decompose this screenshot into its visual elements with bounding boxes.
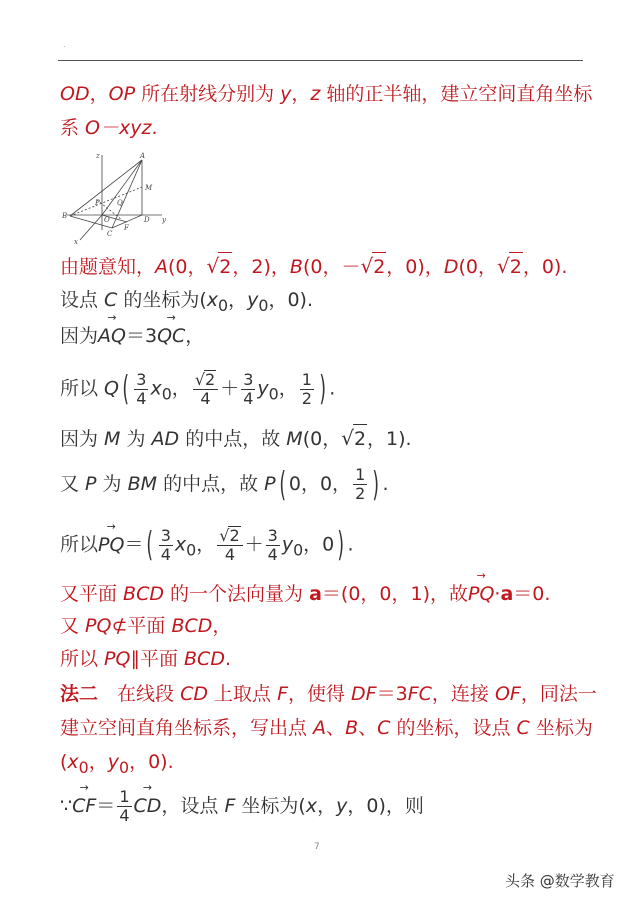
- text: .: [329, 377, 336, 400]
- geometry-figure: [62, 150, 172, 245]
- figure-label-C: C: [107, 230, 113, 238]
- text: 2: [372, 252, 386, 281]
- text: ∥平面: [130, 648, 185, 670]
- text-line-1: [60, 80, 592, 108]
- text-line-8: [60, 466, 389, 503]
- text: ，: [88, 751, 108, 773]
- fraction: [134, 371, 148, 408]
- text: A: [155, 256, 169, 278]
- radical-sign: √: [194, 370, 206, 389]
- bracket: (: [122, 369, 129, 409]
- vector: → CF: [72, 792, 96, 820]
- text-line-2: [60, 114, 158, 142]
- text: 的中点，故: [179, 428, 287, 450]
- text: 、: [326, 717, 346, 739]
- text: ⊄平面: [111, 615, 172, 637]
- figure-label-Q: Q: [117, 199, 123, 207]
- text: 因为: [60, 325, 99, 347]
- text: ，连接: [431, 683, 495, 705]
- vector: → PQ: [98, 531, 124, 559]
- text: 0: [161, 384, 172, 404]
- text: 轴的正半轴，建立空间直角坐标: [320, 83, 593, 105]
- text-line-10: [60, 580, 550, 608]
- text: ，0).: [129, 751, 174, 773]
- radical-sign: √: [496, 254, 510, 278]
- text: 2: [355, 484, 366, 503]
- text: x: [67, 751, 79, 773]
- text: 2: [301, 388, 312, 408]
- text: 的一个法向量为: [163, 583, 310, 605]
- text: .: [224, 648, 231, 670]
- text: ＋: [244, 533, 264, 556]
- text: A: [313, 717, 327, 739]
- figure-label-M: M: [145, 184, 153, 192]
- text: x: [150, 377, 162, 400]
- text: PQ: [85, 615, 112, 637]
- text: ＝: [124, 533, 144, 556]
- figure-label-z: z: [96, 152, 100, 160]
- text: 由题意知，: [60, 256, 156, 278]
- text: 为: [120, 428, 152, 450]
- fraction: [193, 370, 218, 408]
- text: 0: [293, 540, 304, 560]
- text: ，2)，: [232, 256, 290, 278]
- text: 1: [119, 787, 130, 806]
- text: PQ: [104, 648, 131, 670]
- text: D: [443, 256, 459, 278]
- figure-label-F: F: [124, 224, 129, 232]
- text: ，设点: [161, 795, 225, 817]
- fraction: [300, 371, 314, 408]
- text: 在线段: [98, 683, 181, 705]
- text: B: [289, 256, 303, 278]
- text: BCD: [123, 583, 164, 605]
- text: 4: [160, 544, 171, 564]
- text: F: [224, 795, 236, 817]
- text: 3: [136, 369, 147, 389]
- text: 所在射线分别为: [135, 83, 281, 105]
- text: 3: [160, 525, 171, 545]
- text: 0: [78, 757, 89, 777]
- figure-label-P: P: [95, 199, 100, 207]
- text: ，: [185, 325, 205, 347]
- text: OP: [108, 83, 136, 105]
- text: a: [500, 583, 514, 605]
- text: CD: [180, 683, 208, 705]
- text: OD: [60, 83, 90, 105]
- text: 因为: [60, 428, 105, 450]
- text-line-7: [60, 424, 412, 453]
- text: 坐标为(: [235, 795, 306, 817]
- text: DF: [351, 683, 377, 705]
- text: 3: [243, 369, 254, 389]
- text: ，使得: [288, 683, 352, 705]
- text: ＝(0，0，1)，故: [321, 583, 468, 605]
- bracket: (: [278, 464, 286, 505]
- text: 、: [358, 717, 378, 739]
- text: P: [85, 473, 97, 495]
- fraction: [353, 466, 367, 503]
- vector: → QC: [157, 322, 185, 350]
- text: ，: [196, 533, 216, 556]
- text-line-16: [60, 788, 424, 825]
- radical-sign: √: [360, 254, 374, 278]
- text: y: [247, 289, 259, 311]
- text: 4: [267, 544, 278, 564]
- text: 1: [301, 369, 312, 389]
- text: ＝3: [125, 325, 158, 347]
- bracket: (: [146, 525, 154, 565]
- text: C: [377, 717, 391, 739]
- text: ，: [212, 615, 232, 637]
- text: ，0).: [268, 289, 313, 311]
- text: ，: [278, 377, 298, 400]
- text: 3: [267, 525, 278, 545]
- text: 又: [60, 615, 86, 637]
- text: ＝3: [376, 683, 408, 705]
- vector: → PQ: [468, 580, 494, 608]
- text: x: [174, 533, 187, 556]
- text: 坐标为: [529, 717, 593, 739]
- text: B: [345, 717, 359, 739]
- text-line-9: [60, 526, 354, 564]
- text: 0: [186, 540, 197, 560]
- text: ∵: [60, 795, 73, 817]
- text: O－xyz: [85, 117, 152, 139]
- text-line-6: [60, 370, 335, 408]
- fraction: [117, 788, 131, 825]
- text: AD: [151, 428, 180, 450]
- text: x: [305, 795, 318, 817]
- text: 2: [218, 252, 232, 281]
- text: 4: [200, 389, 211, 408]
- text: 所以: [60, 377, 105, 400]
- text: ，0)，: [386, 256, 444, 278]
- text: y: [280, 83, 292, 105]
- fraction: [159, 527, 173, 564]
- bracket: ): [319, 369, 326, 409]
- text: ，: [291, 83, 311, 105]
- text: 所以: [60, 533, 99, 556]
- text: y: [257, 377, 269, 400]
- text: 0: [119, 757, 130, 777]
- text-line-13: [60, 680, 597, 708]
- text: ，0)，则: [347, 795, 424, 817]
- text: 4: [224, 545, 236, 564]
- text: 设点: [60, 289, 105, 311]
- text: P: [264, 473, 276, 495]
- text: ，0).: [522, 256, 568, 278]
- text-line-5: [60, 322, 204, 350]
- watermark: 头条 @数学教育: [505, 872, 615, 890]
- text: 0: [218, 295, 229, 315]
- text: 的坐标为(: [117, 289, 207, 311]
- figure-label-x: x: [74, 238, 78, 245]
- fraction: [217, 526, 242, 564]
- bracket: ): [337, 525, 345, 565]
- text: BCD: [184, 648, 225, 670]
- figure-label-y: y: [162, 216, 166, 224]
- text: ·: [494, 583, 501, 605]
- radical-sign: √: [219, 526, 230, 545]
- text: ，同法一: [520, 683, 597, 705]
- text: 4: [243, 388, 254, 408]
- text: Q: [104, 377, 120, 400]
- text: 的坐标，设点: [390, 717, 517, 739]
- text: a: [309, 583, 322, 605]
- text: M: [286, 428, 303, 450]
- text: BCD: [171, 615, 213, 637]
- text: (0，: [458, 256, 497, 278]
- text: 又: [60, 473, 86, 495]
- text: ，: [89, 83, 109, 105]
- text: 2: [229, 526, 240, 545]
- method-heading: 法二: [60, 683, 99, 705]
- text: C: [104, 289, 118, 311]
- text: 系: [60, 117, 86, 139]
- text-line-11: [60, 612, 231, 640]
- text: 又平面: [60, 583, 124, 605]
- text: 上取点: [207, 683, 278, 705]
- text: 1: [355, 465, 366, 484]
- text: (: [60, 751, 68, 773]
- text-line-15: [60, 748, 174, 782]
- text: ，: [171, 377, 191, 400]
- vector: → AQ: [98, 322, 126, 350]
- text: M: [104, 428, 121, 450]
- figure-label-D: D: [144, 216, 150, 224]
- text: BM: [127, 473, 158, 495]
- text: 2: [353, 424, 367, 453]
- text: x: [206, 289, 219, 311]
- text: ，: [317, 795, 337, 817]
- text: 4: [119, 806, 130, 825]
- text: ＋: [220, 377, 240, 400]
- text: FC: [407, 683, 432, 705]
- text: F: [277, 683, 288, 705]
- text: .: [151, 117, 158, 139]
- text: 0，0，: [288, 473, 352, 495]
- text: .: [382, 473, 389, 495]
- text: 建立空间直角坐标系，写出点: [60, 717, 314, 739]
- radical-sign: √: [206, 254, 220, 278]
- text-line-14: [60, 714, 593, 742]
- text: ，: [228, 289, 248, 311]
- text: ，1).: [367, 428, 412, 450]
- header-rule: [58, 60, 583, 61]
- text: (0，－: [302, 256, 361, 278]
- text: y: [107, 751, 120, 773]
- text-line-12: [60, 645, 231, 673]
- text: 4: [136, 388, 147, 408]
- text: ，0: [303, 533, 335, 556]
- text: y: [336, 795, 348, 817]
- page-number: 7: [314, 842, 320, 852]
- text: OF: [494, 683, 521, 705]
- text: 的中点，故: [157, 473, 265, 495]
- text: C: [516, 717, 530, 739]
- text: y: [281, 533, 294, 556]
- fraction: [241, 371, 255, 408]
- figure-label-O: O: [104, 216, 110, 224]
- text-line-3: [60, 252, 567, 281]
- radical-sign: √: [341, 426, 354, 450]
- text: 0: [258, 295, 269, 315]
- text: .: [347, 533, 354, 556]
- text: (0，: [168, 256, 207, 278]
- text: 2: [205, 370, 216, 389]
- vector: → CD: [134, 792, 162, 820]
- text: ＝0.: [513, 583, 551, 605]
- text: (0，: [302, 428, 342, 450]
- header-mark: .: [63, 40, 66, 49]
- figure-label-A: A: [140, 152, 146, 160]
- text: ＝: [96, 795, 116, 817]
- fraction: [266, 527, 280, 564]
- text: z: [310, 83, 321, 105]
- figure-label-B: B: [62, 212, 68, 220]
- text: 所以: [60, 648, 105, 670]
- text: 0: [268, 384, 279, 404]
- bracket: ): [372, 464, 380, 505]
- text: 为: [96, 473, 128, 495]
- text: 2: [509, 252, 523, 281]
